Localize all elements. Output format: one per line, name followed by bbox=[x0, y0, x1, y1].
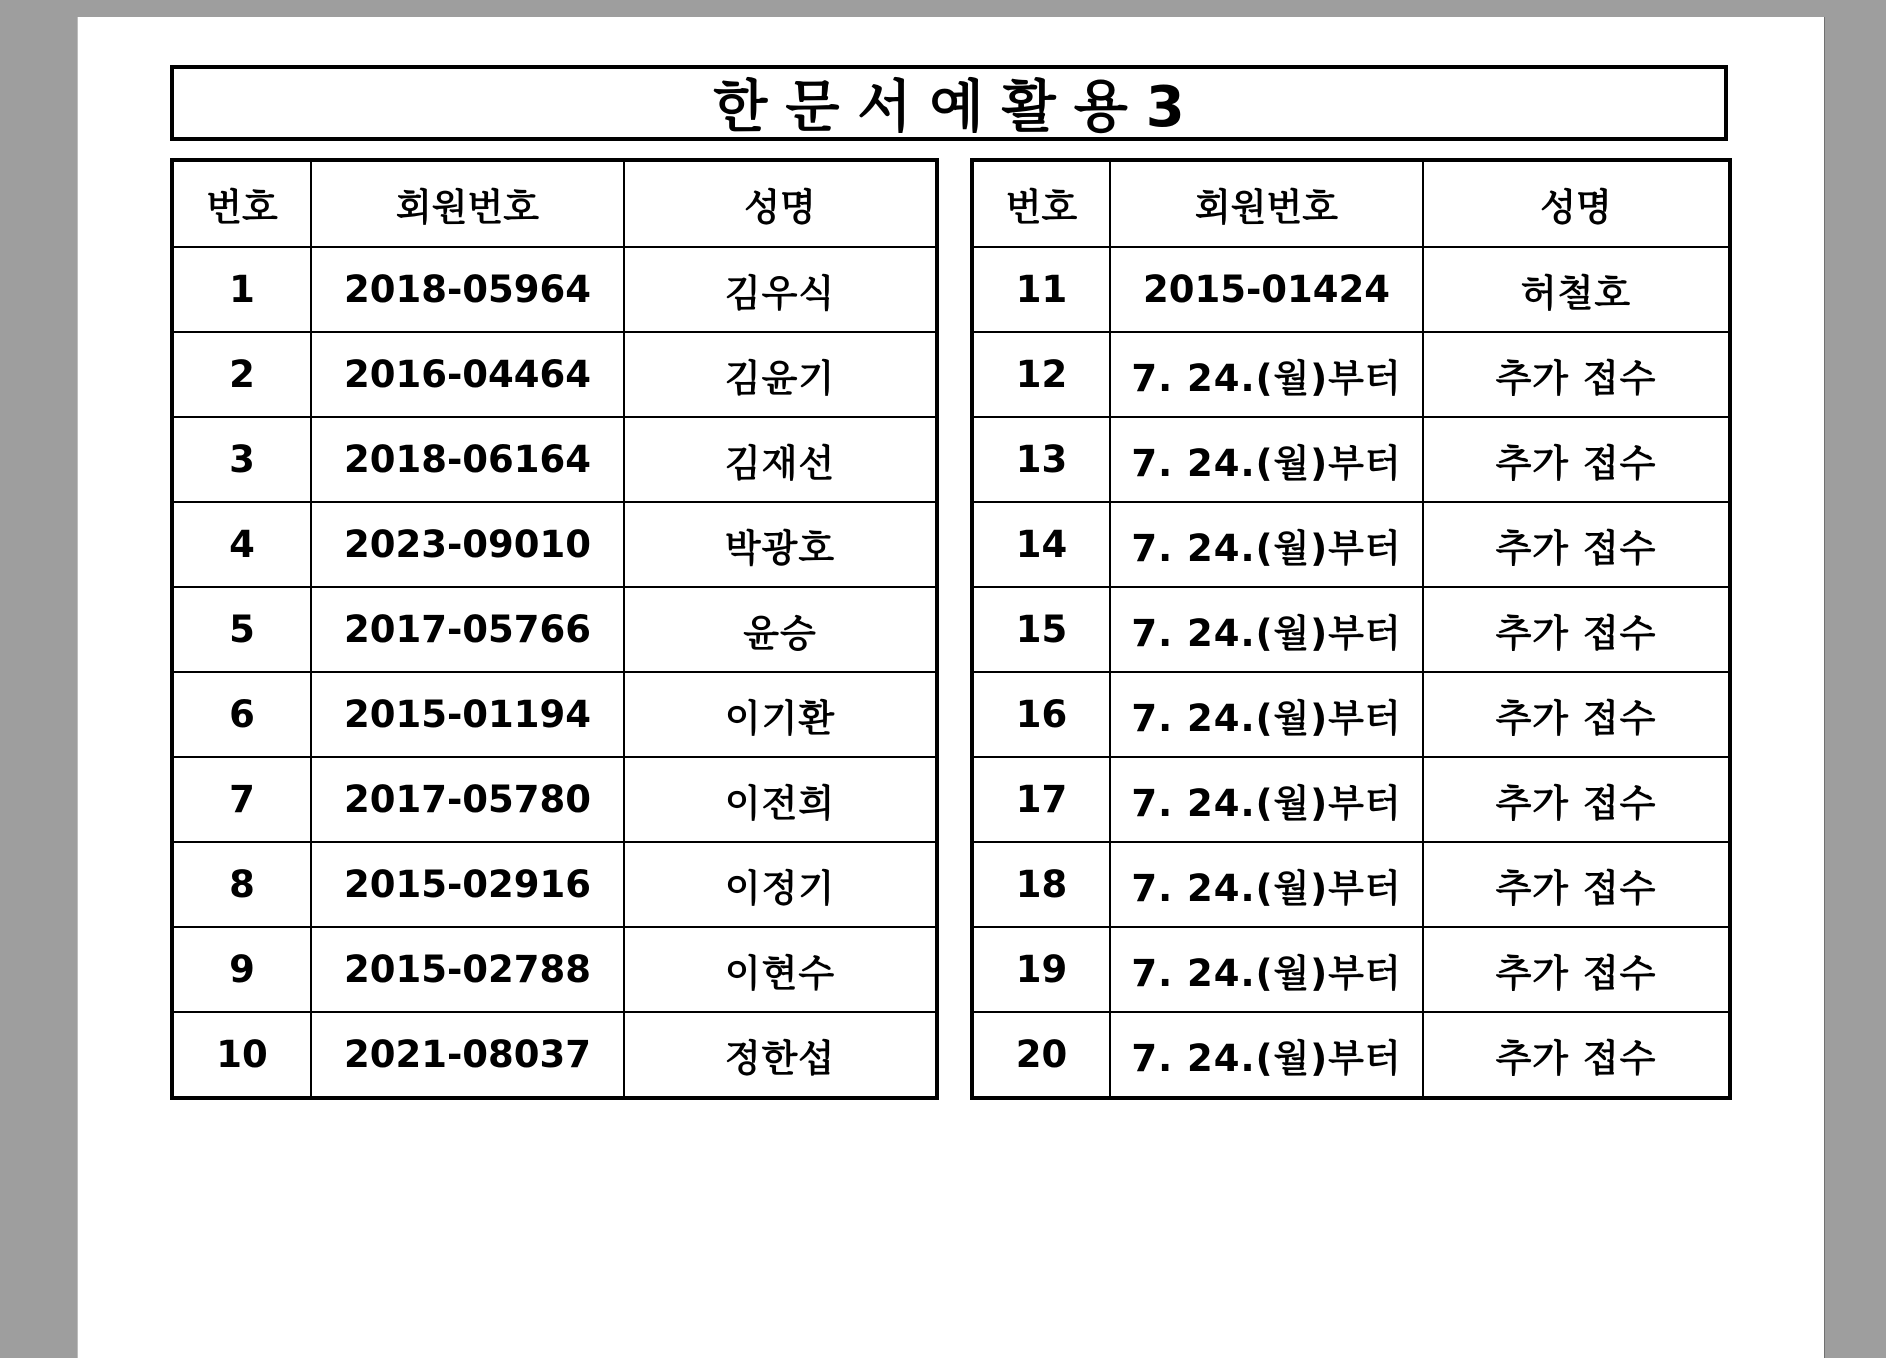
cell-name: 정한섭 bbox=[624, 1012, 937, 1098]
document-page bbox=[78, 17, 1824, 1358]
cell-member-id: 7. 24.(월)부터 bbox=[1110, 842, 1423, 927]
cell-number: 9 bbox=[172, 927, 311, 1012]
cell-member-id: 2017-05766 bbox=[311, 587, 624, 672]
cell-name: 윤승 bbox=[624, 587, 937, 672]
cell-name: 추가 접수 bbox=[1423, 842, 1730, 927]
cell-name: 김재선 bbox=[624, 417, 937, 502]
table-row bbox=[172, 332, 937, 417]
cell-number: 8 bbox=[172, 842, 311, 927]
cell-number: 11 bbox=[972, 247, 1110, 332]
cell-name: 이정기 bbox=[624, 842, 937, 927]
cell-name: 추가 접수 bbox=[1423, 417, 1730, 502]
table-row bbox=[172, 417, 937, 502]
cell-name: 허철호 bbox=[1423, 247, 1730, 332]
header-member-id: 회원번호 bbox=[1110, 160, 1423, 247]
header-name: 성명 bbox=[624, 160, 937, 247]
table-row bbox=[172, 842, 937, 927]
cell-member-id: 2016-04464 bbox=[311, 332, 624, 417]
cell-name: 김윤기 bbox=[624, 332, 937, 417]
document-title: 한문서예활용3 bbox=[713, 75, 1203, 140]
cell-member-id: 2021-08037 bbox=[311, 1012, 624, 1098]
table-row bbox=[972, 927, 1730, 1012]
cell-member-id: 7. 24.(월)부터 bbox=[1110, 417, 1423, 502]
table-row bbox=[172, 247, 937, 332]
table-row bbox=[972, 587, 1730, 672]
roster-table-right bbox=[970, 158, 1732, 1100]
table-row bbox=[172, 672, 937, 757]
cell-number: 18 bbox=[972, 842, 1110, 927]
cell-member-id: 2015-02788 bbox=[311, 927, 624, 1012]
cell-member-id: 7. 24.(월)부터 bbox=[1110, 1012, 1423, 1098]
table-row bbox=[172, 757, 937, 842]
cell-name: 추가 접수 bbox=[1423, 502, 1730, 587]
cell-member-id: 2015-01194 bbox=[311, 672, 624, 757]
title-box bbox=[170, 65, 1728, 141]
cell-number: 7 bbox=[172, 757, 311, 842]
cell-member-id: 2015-01424 bbox=[1110, 247, 1423, 332]
header-number: 번호 bbox=[172, 160, 311, 247]
cell-number: 13 bbox=[972, 417, 1110, 502]
table-row bbox=[972, 757, 1730, 842]
table-row bbox=[972, 1012, 1730, 1098]
cell-number: 12 bbox=[972, 332, 1110, 417]
table-row bbox=[972, 247, 1730, 332]
cell-member-id: 7. 24.(월)부터 bbox=[1110, 927, 1423, 1012]
cell-member-id: 7. 24.(월)부터 bbox=[1110, 502, 1423, 587]
table-row bbox=[972, 842, 1730, 927]
table-header-row bbox=[972, 160, 1730, 247]
cell-number: 17 bbox=[972, 757, 1110, 842]
table-row bbox=[972, 417, 1730, 502]
cell-number: 16 bbox=[972, 672, 1110, 757]
cell-member-id: 2017-05780 bbox=[311, 757, 624, 842]
cell-number: 14 bbox=[972, 502, 1110, 587]
header-name: 성명 bbox=[1423, 160, 1730, 247]
roster-table-left bbox=[170, 158, 939, 1100]
cell-member-id: 2018-06164 bbox=[311, 417, 624, 502]
table-header-row bbox=[172, 160, 937, 247]
cell-number: 5 bbox=[172, 587, 311, 672]
cell-number: 3 bbox=[172, 417, 311, 502]
cell-number: 2 bbox=[172, 332, 311, 417]
cell-number: 15 bbox=[972, 587, 1110, 672]
cell-name: 추가 접수 bbox=[1423, 927, 1730, 1012]
cell-number: 4 bbox=[172, 502, 311, 587]
cell-number: 6 bbox=[172, 672, 311, 757]
cell-name: 추가 접수 bbox=[1423, 332, 1730, 417]
cell-member-id: 7. 24.(월)부터 bbox=[1110, 332, 1423, 417]
table-row bbox=[172, 1012, 937, 1098]
cell-name: 추가 접수 bbox=[1423, 1012, 1730, 1098]
cell-number: 1 bbox=[172, 247, 311, 332]
cell-name: 추가 접수 bbox=[1423, 672, 1730, 757]
cell-member-id: 2015-02916 bbox=[311, 842, 624, 927]
cell-name: 추가 접수 bbox=[1423, 587, 1730, 672]
cell-member-id: 7. 24.(월)부터 bbox=[1110, 587, 1423, 672]
cell-member-id: 2018-05964 bbox=[311, 247, 624, 332]
cell-member-id: 7. 24.(월)부터 bbox=[1110, 672, 1423, 757]
cell-name: 추가 접수 bbox=[1423, 757, 1730, 842]
cell-name: 박광호 bbox=[624, 502, 937, 587]
header-number: 번호 bbox=[972, 160, 1110, 247]
table-row bbox=[172, 587, 937, 672]
table-row bbox=[972, 332, 1730, 417]
cell-number: 10 bbox=[172, 1012, 311, 1098]
cell-name: 이현수 bbox=[624, 927, 937, 1012]
table-row bbox=[972, 502, 1730, 587]
header-member-id: 회원번호 bbox=[311, 160, 624, 247]
cell-member-id: 2023-09010 bbox=[311, 502, 624, 587]
cell-member-id: 7. 24.(월)부터 bbox=[1110, 757, 1423, 842]
table-row bbox=[972, 672, 1730, 757]
cell-number: 20 bbox=[972, 1012, 1110, 1098]
cell-number: 19 bbox=[972, 927, 1110, 1012]
cell-name: 김우식 bbox=[624, 247, 937, 332]
table-row bbox=[172, 927, 937, 1012]
table-row bbox=[172, 502, 937, 587]
cell-name: 이기환 bbox=[624, 672, 937, 757]
cell-name: 이전희 bbox=[624, 757, 937, 842]
